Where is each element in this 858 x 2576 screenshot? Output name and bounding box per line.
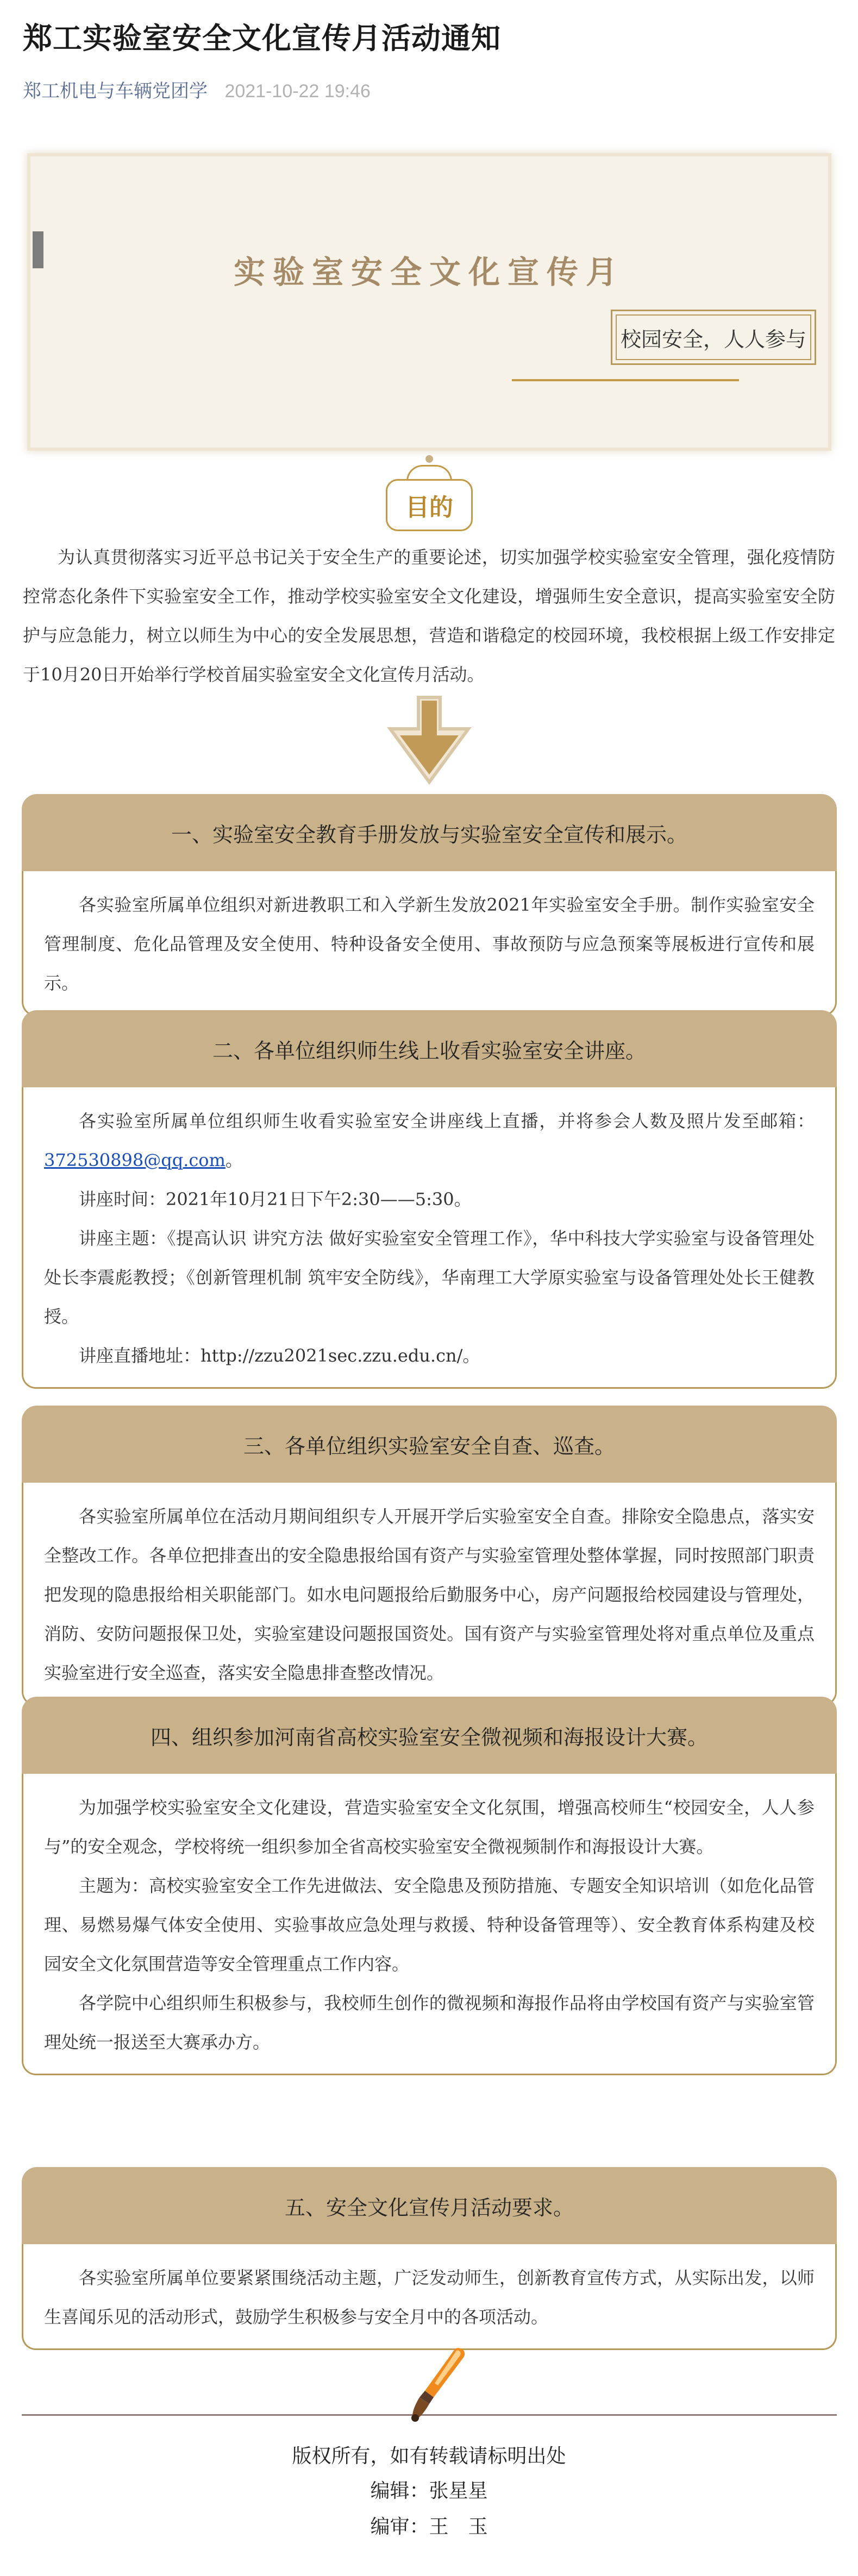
page-title: 郑工实验室安全文化宣传月活动通知: [23, 22, 501, 55]
author-link[interactable]: 郑工机电与车辆党团学: [23, 81, 208, 102]
banner-tagline-box: [611, 310, 816, 365]
pen-icon: [391, 2345, 473, 2427]
section-4-paragraph-1: 为加强学校实验室安全文化建设，营造实验室安全文化氛围，增强高校师生“校园安全，人人参与”的安全观念，学校将统一组织参加全省高校实验室安全微视频制作和海报设计大赛。: [44, 1797, 815, 1857]
section-3-heading: 三、各单位组织实验室安全自查、巡查。: [22, 1406, 837, 1483]
reviewer-text: 编审：王 玉: [370, 2515, 488, 2537]
editor-text: 编辑：张星星: [370, 2479, 488, 2502]
section-4: [22, 1697, 837, 2075]
section-3: [22, 1406, 837, 1706]
section-4-body: [22, 1774, 837, 2075]
section-3-body: [22, 1483, 837, 1706]
section-5: [22, 2167, 837, 2350]
banner-image: [27, 153, 831, 451]
section-1-heading: 一、实验室安全教育手册发放与实验室安全宣传和展示。: [22, 794, 837, 871]
section-5-heading: 五、安全文化宣传月活动要求。: [22, 2167, 837, 2244]
section-4-paragraph-3: 各学院中心组织师生积极参与，我校师生创作的微视频和海报作品将由学校国有资产与实验室管理处统一报送至大赛承办方。: [44, 1993, 815, 2052]
section-1-body: [22, 871, 837, 1016]
section-1-paragraph: 各实验室所属单位组织对新进教职工和入学新生发放2021年实验室安全手册。制作实验室安全管理制度、危化品管理及安全使用、特种设备安全使用、事故预防与应急预案等展板进行宣传和展示。: [44, 895, 815, 993]
banner-tagline: 校园安全，人人参与: [616, 314, 811, 360]
section-2-paragraph-email: [44, 1101, 815, 1180]
publish-date: 2021-10-22 19:46: [224, 81, 371, 102]
email-suffix-text: 。: [225, 1150, 243, 1170]
lecture-topics: 讲座主题：《提高认识 讲究方法 做好实验室安全管理工作》，华中科技大学实验室与设备管理处处长李震彪教授；《创新管理机制 筑牢安全防线》，华南理工大学原实验室与设备管理处处长王健教授。: [44, 1228, 815, 1327]
section-2-body: [22, 1087, 837, 1389]
banner-title: 实验室安全文化宣传月: [233, 254, 625, 291]
section-5-body: [22, 2244, 837, 2350]
section-2-heading: 二、各单位组织师生线上收看实验室安全讲座。: [22, 1010, 837, 1087]
section-3-paragraph: 各实验室所属单位在活动月期间组织专人开展开学后实验室安全自查。排除安全隐患点，落实安全整改工作。各单位把排查出的安全隐患报给国有资产与实验室管理处整体掌握，同时按照部门职责把发现的隐患报给相关职能部门。如水电问题报给后勤服务中心，房产问题报给校园建设与管理处，消防、安防问题报保卫处，实验室建设问题报国资处。国有资产与实验室管理处将对重点单位及重点实验室进行安全巡查，落实安全隐患排查整改情况。: [44, 1506, 815, 1683]
purpose-text: 为认真贯彻落实习近平总书记关于安全生产的重要论述，切实加强学校实验室安全管理，强化疫情防控常态化条件下实验室安全工作，推动学校实验室安全文化建设，增强师生安全意识，提高实验室安全防护与应急能力，树立以师生为中心的安全发展思想，营造和谐稳定的校园环境，我校根据上级工作安排定于10月20日开始举行学校首届实验室安全文化宣传月活动。: [23, 547, 835, 685]
down-arrow-icon: [387, 695, 472, 788]
section-2: [22, 1010, 837, 1389]
article-meta: [23, 76, 371, 103]
purpose-badge: 目的: [386, 479, 473, 531]
lecture-time: 讲座时间：2021年10月21日下午2:30——5:30。: [79, 1189, 472, 1210]
banner-underline: [512, 379, 739, 381]
section-5-paragraph: 各实验室所属单位要紧紧围绕活动主题，广泛发动师生，创新教育宣传方式，从实际出发，以师生喜闻乐见的活动形式，鼓励学生积极参与安全月中的各项活动。: [44, 2268, 815, 2327]
section-4-heading: 四、组织参加河南省高校实验室安全微视频和海报设计大赛。: [22, 1697, 837, 1774]
lecture-url: 讲座直播地址：http://zzu2021sec.zzu.edu.cn/。: [79, 1345, 480, 1366]
section-1: [22, 794, 837, 1016]
section-4-paragraph-2: 主题为：高校实验室安全工作先进做法、安全隐患及预防措施、专题安全知识培训（如危化品管理、易燃易爆气体安全使用、实验事故应急处理与救援、特种设备管理等）、安全教育体系构建及校园安全文化氛围营造等安全管理重点工作内容。: [44, 1875, 815, 1974]
purpose-hanger-dot: [425, 455, 433, 463]
email-prefix-text: 各实验室所属单位组织师生收看实验室安全讲座线上直播，并将参会人数及照片发至邮箱：: [79, 1111, 815, 1131]
copyright-text: 版权所有，如有转载请标明出处: [292, 2445, 566, 2467]
email-link[interactable]: 372530898@qq.com: [44, 1150, 226, 1170]
